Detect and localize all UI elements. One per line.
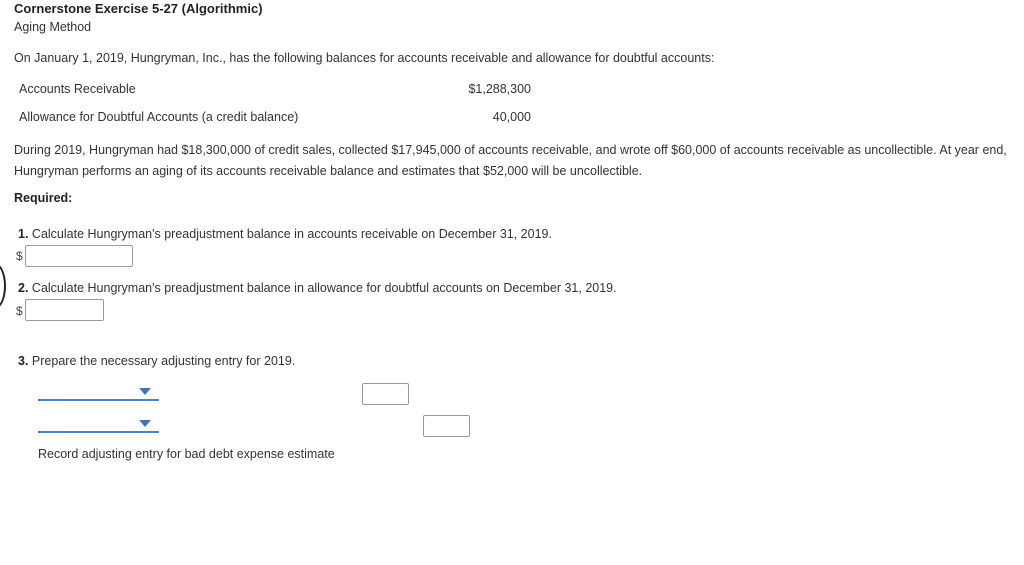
journal-account-select-credit[interactable] xyxy=(38,415,159,433)
exercise-title: Cornerstone Exercise 5-27 (Algorithmic) xyxy=(14,1,263,16)
currency-symbol-1: $ xyxy=(16,249,23,263)
question-2-text: Calculate Hungryman's preadjustment balance in allowance for doubtful accounts on December 31, 2019. xyxy=(31,281,617,295)
journal-entry-description: Record adjusting entry for bad debt expense estimate xyxy=(38,447,335,461)
question-3-number: 3. xyxy=(18,354,29,368)
chevron-down-icon xyxy=(139,420,151,427)
question-2-number: 2. xyxy=(18,281,29,295)
active-question-indicator xyxy=(0,263,6,309)
question-2 xyxy=(18,281,617,295)
balance-value-accounts-receivable: $1,288,300 xyxy=(468,82,531,96)
intro-text: On January 1, 2019, Hungryman, Inc., has the following balances for accounts receivable and allowance for doubtful accounts: xyxy=(14,51,715,65)
chevron-down-icon xyxy=(139,388,151,395)
exercise-subtitle: Aging Method xyxy=(14,20,92,34)
currency-symbol-2: $ xyxy=(16,304,23,318)
journal-credit-amount-input[interactable] xyxy=(423,415,470,437)
journal-account-select-debit[interactable] xyxy=(38,383,159,401)
answer-2-input[interactable] xyxy=(25,299,104,321)
question-1-text: Calculate Hungryman's preadjustment balance in accounts receivable on December 31, 2019. xyxy=(31,227,552,241)
question-3-text: Prepare the necessary adjusting entry for 2019. xyxy=(31,354,296,368)
balance-label-accounts-receivable: Accounts Receivable xyxy=(19,82,136,96)
journal-debit-amount-input[interactable] xyxy=(362,383,409,405)
answer-1-input[interactable] xyxy=(25,245,133,267)
balance-label-allowance: Allowance for Doubtful Accounts (a credit balance) xyxy=(19,110,299,124)
question-1 xyxy=(18,227,552,241)
balance-value-allowance: 40,000 xyxy=(492,110,531,124)
scenario-paragraph: During 2019, Hungryman had $18,300,000 of credit sales, collected $17,945,000 of accounts receivable, and wrote off $60,000 of accounts receivable as uncollectible. At year end, Hungryman performs an aging of its accounts receivable balance and estimates that $52,000 will be uncollectible. xyxy=(14,143,1007,178)
required-heading: Required: xyxy=(14,191,73,205)
question-1-number: 1. xyxy=(18,227,29,241)
question-3 xyxy=(18,354,295,368)
